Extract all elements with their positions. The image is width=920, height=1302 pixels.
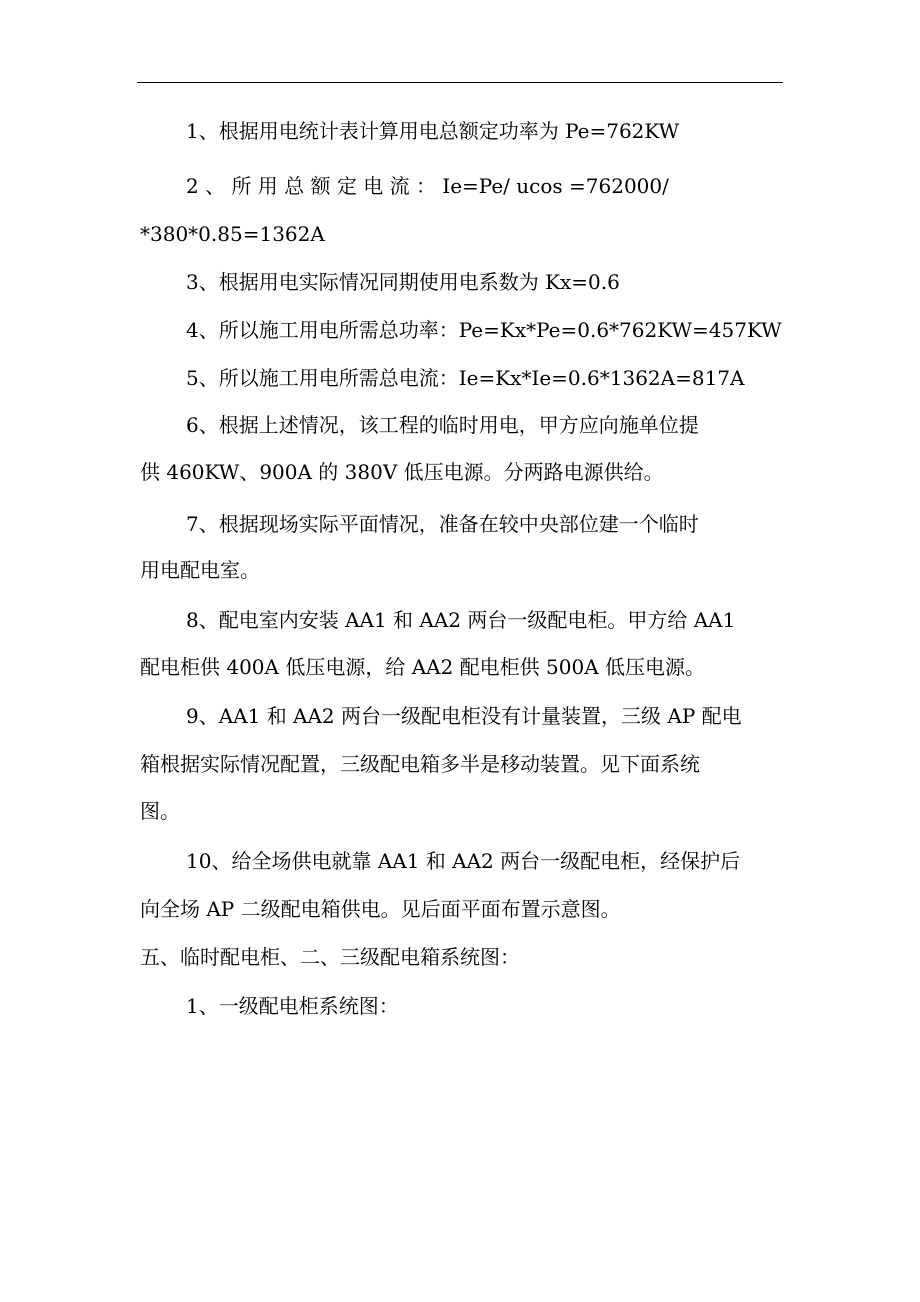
paragraph-9-line-2: 箱根据实际情况配置，三级配电箱多半是移动装置。见下面系统: [140, 752, 700, 776]
header-rule: [137, 82, 783, 83]
paragraph-2-line-1: 2 、 所 用 总 额 定 电 流 ： Ie=Pe/ ucos =762000/: [186, 174, 669, 198]
paragraph-2-line-2: *380*0.85=1362A: [140, 222, 325, 246]
paragraph-7-line-2: 用电配电室。: [140, 558, 260, 582]
paragraph-3-line-1: 3、根据用电实际情况同期使用电系数为 Kx=0.6: [186, 270, 620, 294]
subheading: 1、一级配电柜系统图：: [186, 994, 399, 1018]
paragraph-4-line-1: 4、所以施工用电所需总功率：Pe=Kx*Pe=0.6*762KW=457KW: [186, 318, 782, 342]
paragraph-8-line-2: 配电柜供 400A 低压电源，给 AA2 配电柜供 500A 低压电源。: [140, 655, 705, 679]
paragraph-9-line-1: 9、AA1 和 AA2 两台一级配电柜没有计量装置，三级 AP 配电: [186, 704, 742, 728]
paragraph-7-line-1: 7、根据现场实际平面情况，准备在较中央部位建一个临时: [186, 512, 699, 536]
paragraph-8-line-1: 8、配电室内安装 AA1 和 AA2 两台一级配电柜。甲方给 AA1: [186, 608, 736, 632]
paragraph-6-line-2: 供 460KW、900A 的 380V 低压电源。分两路电源供给。: [140, 460, 664, 484]
paragraph-1-line-1: 1、根据用电统计表计算用电总额定功率为 Pe=762KW: [186, 119, 680, 143]
paragraph-10-line-1: 10、给全场供电就靠 AA1 和 AA2 两台一级配电柜，经保护后: [186, 849, 741, 873]
paragraph-9-line-3: 图。: [140, 799, 180, 823]
paragraph-5-line-1: 5、所以施工用电所需总电流：Ie=Kx*Ie=0.6*1362A=817A: [186, 366, 745, 390]
paragraph-6-line-1: 6、根据上述情况，该工程的临时用电，甲方应向施单位提: [186, 413, 699, 437]
section-heading: 五、临时配电柜、二、三级配电箱系统图：: [140, 945, 520, 969]
paragraph-10-line-2: 向全场 AP 二级配电箱供电。见后面平面布置示意图。: [140, 897, 621, 921]
